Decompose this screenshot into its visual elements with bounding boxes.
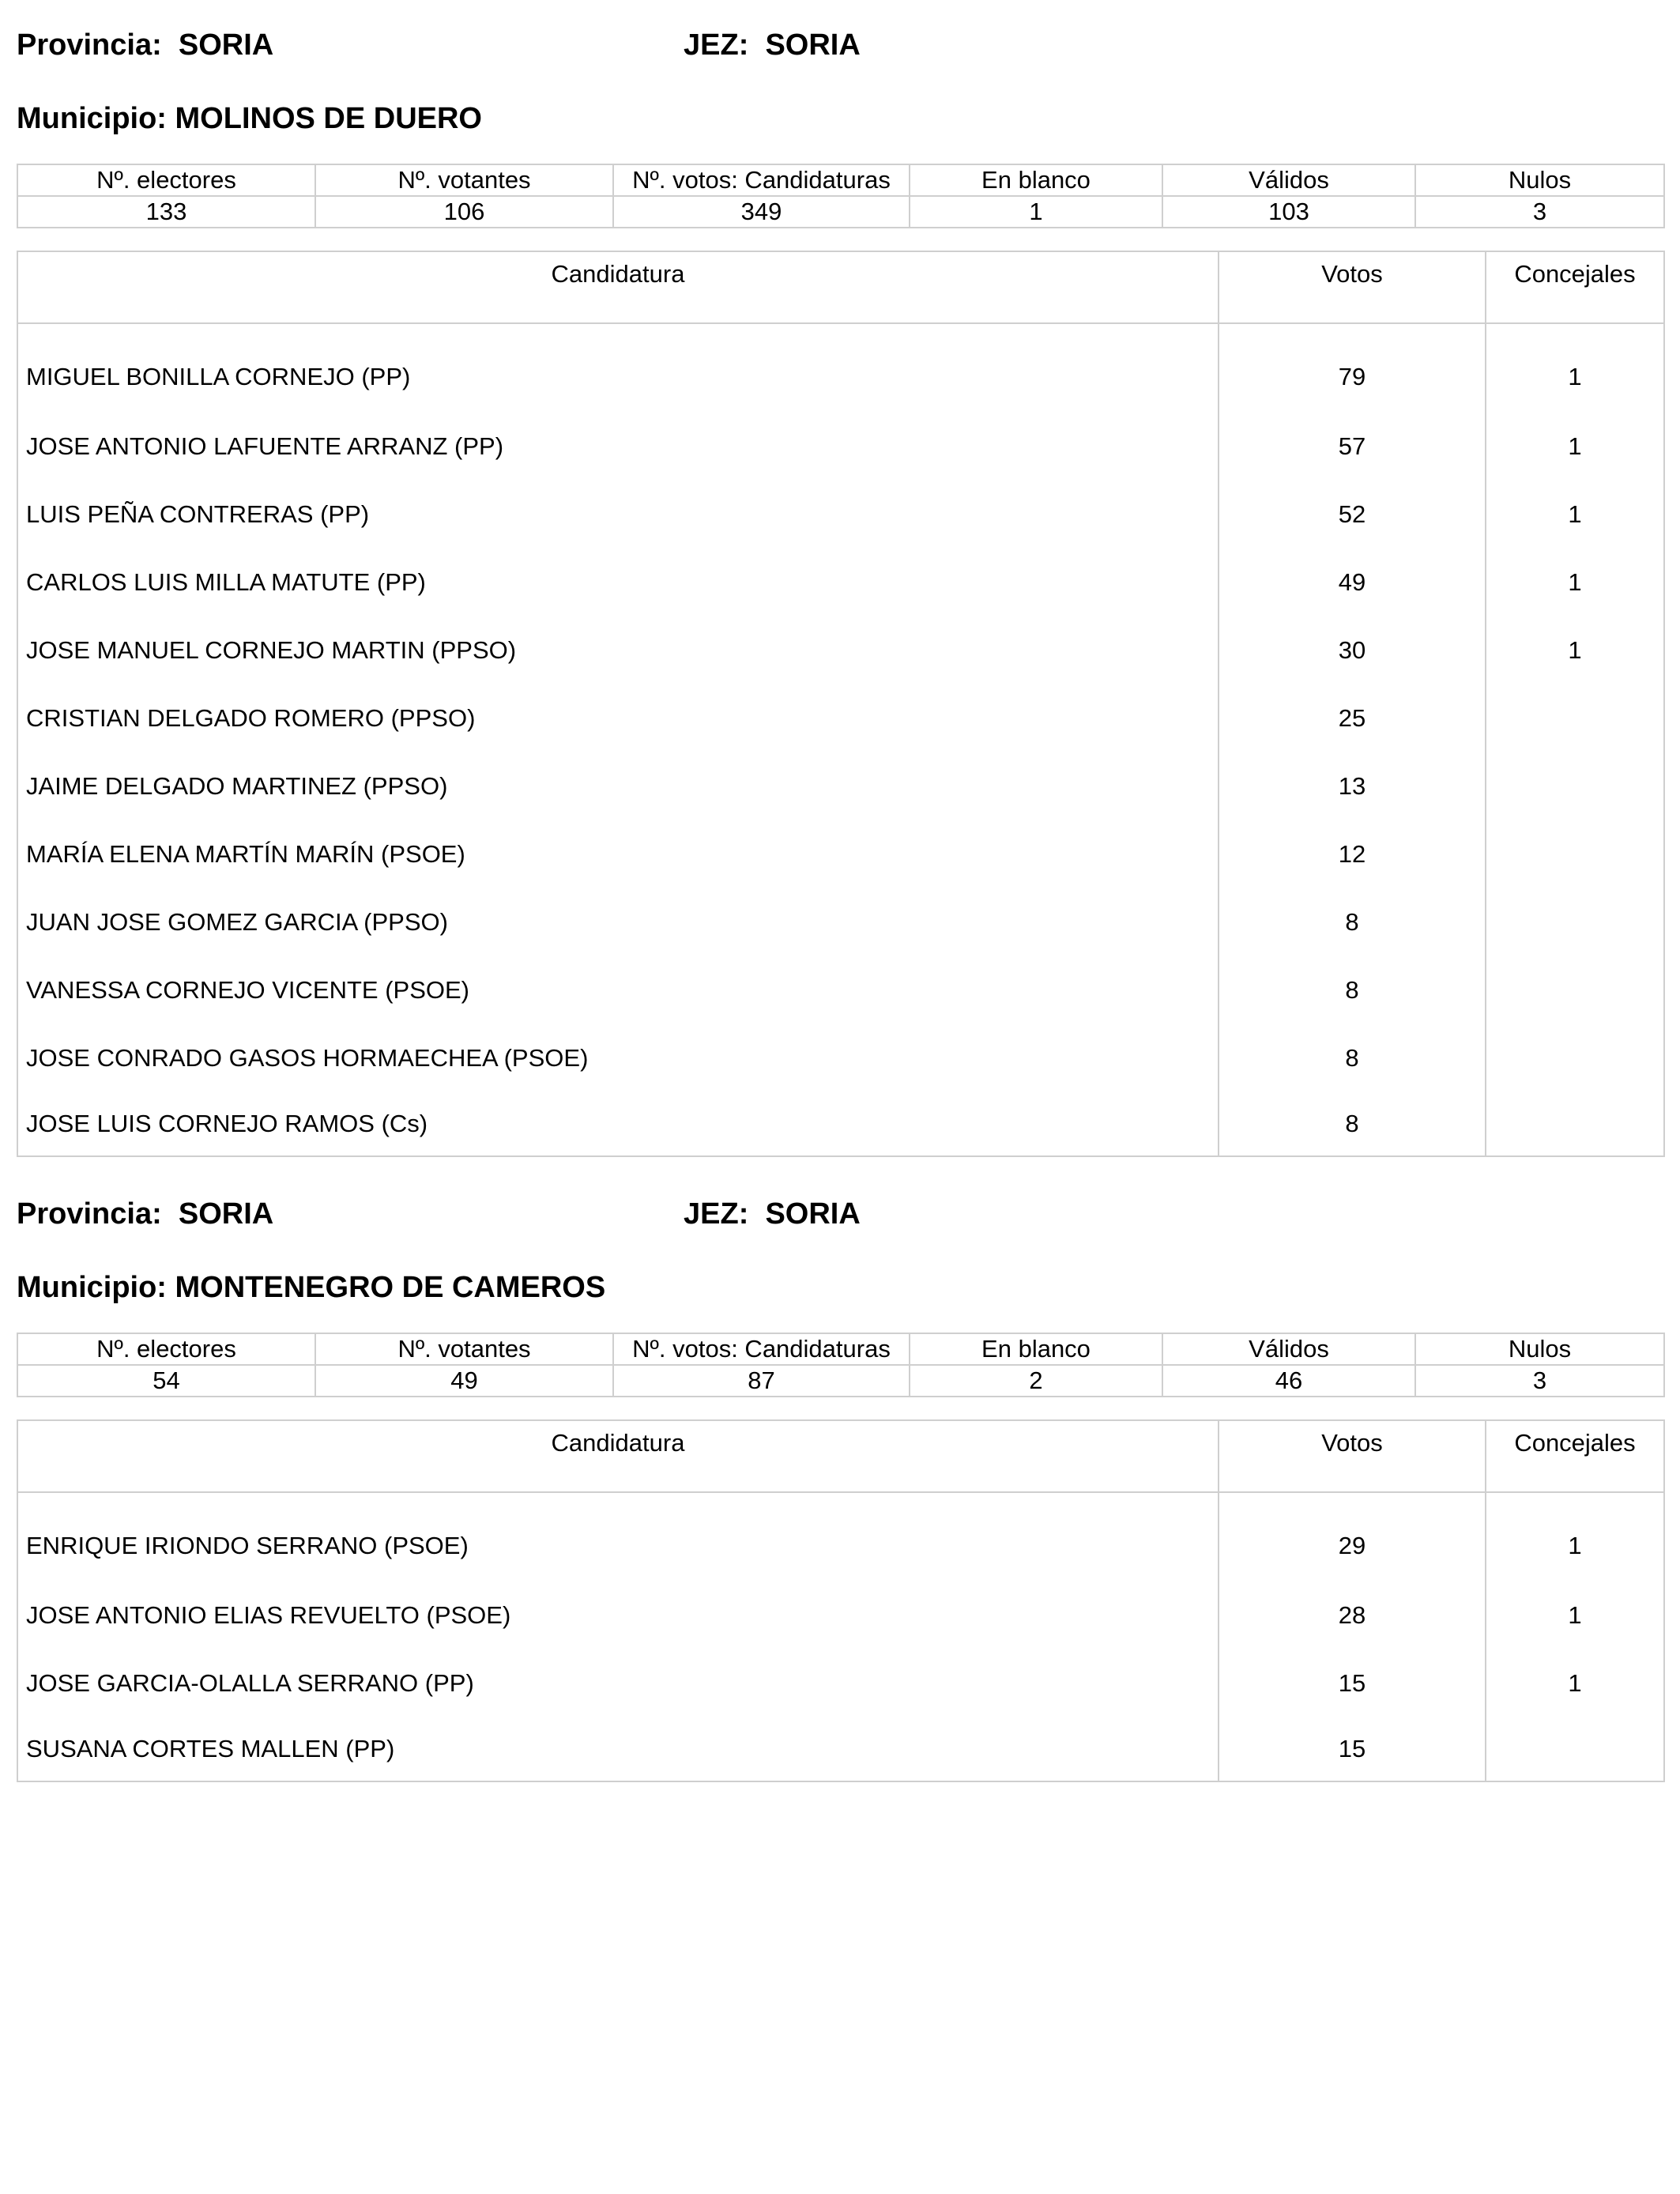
municipio-title: Municipio: MOLINOS DE DUERO xyxy=(17,102,482,135)
summary-value-cell: 3 xyxy=(1415,196,1664,228)
summary-value-row xyxy=(17,196,1664,228)
summary-value-cell: 46 xyxy=(1162,1365,1415,1397)
candidate-votos: 13 xyxy=(1219,752,1486,820)
summary-header-cell: En blanco xyxy=(910,164,1162,196)
summary-value-cell: 49 xyxy=(315,1365,613,1397)
summary-header-row xyxy=(17,164,1664,196)
candidate-name: JOSE ANTONIO ELIAS REVUELTO (PSOE) xyxy=(17,1581,1219,1649)
candidate-concejales xyxy=(1486,752,1664,820)
candidates-table xyxy=(17,1419,1665,1782)
candidate-name: JOSE GARCIA-OLALLA SERRANO (PP) xyxy=(17,1649,1219,1717)
candidate-row xyxy=(17,1492,1664,1581)
summary-value-cell: 133 xyxy=(17,196,315,228)
candidate-name: JAIME DELGADO MARTINEZ (PPSO) xyxy=(17,752,1219,820)
candidate-row xyxy=(17,1024,1664,1092)
summary-value-cell: 2 xyxy=(910,1365,1162,1397)
candidate-row xyxy=(17,684,1664,752)
candidate-row xyxy=(17,616,1664,684)
candidate-row xyxy=(17,1581,1664,1649)
summary-value-cell: 103 xyxy=(1162,196,1415,228)
candidate-name: VANESSA CORNEJO VICENTE (PSOE) xyxy=(17,956,1219,1024)
summary-value-cell: 1 xyxy=(910,196,1162,228)
candidate-row xyxy=(17,323,1664,413)
candidate-row xyxy=(17,1649,1664,1717)
candidate-name: ENRIQUE IRIONDO SERRANO (PSOE) xyxy=(17,1492,1219,1581)
candidate-row xyxy=(17,1092,1664,1156)
candidate-name: MIGUEL BONILLA CORNEJO (PP) xyxy=(17,323,1219,413)
candidate-row xyxy=(17,820,1664,888)
candidate-votos: 25 xyxy=(1219,684,1486,752)
votos-header: Votos xyxy=(1219,1420,1486,1492)
candidate-row xyxy=(17,548,1664,616)
jez-label: JEZ: SORIA xyxy=(684,28,861,62)
candidate-votos: 29 xyxy=(1219,1492,1486,1581)
candidate-votos: 49 xyxy=(1219,548,1486,616)
candidates-header-row xyxy=(17,1420,1664,1492)
candidate-votos: 57 xyxy=(1219,413,1486,481)
summary-table xyxy=(17,164,1665,228)
summary-header-cell: Nº. electores xyxy=(17,164,315,196)
candidatura-header: Candidatura xyxy=(17,1420,1219,1492)
candidatura-header: Candidatura xyxy=(17,251,1219,323)
candidate-row xyxy=(17,888,1664,956)
candidate-name: CRISTIAN DELGADO ROMERO (PPSO) xyxy=(17,684,1219,752)
candidate-concejales: 1 xyxy=(1486,1581,1664,1649)
summary-header-cell: Nulos xyxy=(1415,1333,1664,1365)
candidate-name: JOSE ANTONIO LAFUENTE ARRANZ (PP) xyxy=(17,413,1219,481)
summary-value-cell: 106 xyxy=(315,196,613,228)
summary-header-cell: Nº. votantes xyxy=(315,1333,613,1365)
candidate-votos: 15 xyxy=(1219,1717,1486,1781)
candidate-name: LUIS PEÑA CONTRERAS (PP) xyxy=(17,481,1219,548)
candidate-votos: 8 xyxy=(1219,1092,1486,1156)
summary-header-cell: Válidos xyxy=(1162,164,1415,196)
summary-value-cell: 3 xyxy=(1415,1365,1664,1397)
candidate-row xyxy=(17,481,1664,548)
summary-header-cell: Nulos xyxy=(1415,164,1664,196)
summary-value-cell: 87 xyxy=(613,1365,910,1397)
candidates-table xyxy=(17,251,1665,1157)
concejales-header: Concejales xyxy=(1486,251,1664,323)
candidate-row xyxy=(17,1717,1664,1781)
candidate-votos: 12 xyxy=(1219,820,1486,888)
candidate-concejales xyxy=(1486,820,1664,888)
concejales-header: Concejales xyxy=(1486,1420,1664,1492)
provincia-label: Provincia: SORIA xyxy=(17,1197,274,1231)
candidate-name: CARLOS LUIS MILLA MATUTE (PP) xyxy=(17,548,1219,616)
summary-header-cell: Nº. electores xyxy=(17,1333,315,1365)
votos-header: Votos xyxy=(1219,251,1486,323)
candidate-name: JOSE CONRADO GASOS HORMAECHEA (PSOE) xyxy=(17,1024,1219,1092)
candidate-votos: 8 xyxy=(1219,1024,1486,1092)
candidate-name: SUSANA CORTES MALLEN (PP) xyxy=(17,1717,1219,1781)
candidate-concejales: 1 xyxy=(1486,548,1664,616)
candidate-concejales: 1 xyxy=(1486,413,1664,481)
candidate-votos: 15 xyxy=(1219,1649,1486,1717)
candidate-row xyxy=(17,956,1664,1024)
municipio-title: Municipio: MONTENEGRO DE CAMEROS xyxy=(17,1271,606,1304)
provincia-line xyxy=(17,21,1663,69)
jez-label: JEZ: SORIA xyxy=(684,1197,861,1231)
candidate-row xyxy=(17,413,1664,481)
summary-table xyxy=(17,1333,1665,1397)
candidate-votos: 79 xyxy=(1219,323,1486,413)
candidate-name: JOSE MANUEL CORNEJO MARTIN (PPSO) xyxy=(17,616,1219,684)
candidate-name: MARÍA ELENA MARTÍN MARÍN (PSOE) xyxy=(17,820,1219,888)
summary-value-cell: 349 xyxy=(613,196,910,228)
candidate-concejales xyxy=(1486,1024,1664,1092)
candidate-concejales: 1 xyxy=(1486,481,1664,548)
provincia-line xyxy=(17,1190,1663,1238)
summary-header-cell: Nº. votantes xyxy=(315,164,613,196)
summary-header-cell: Nº. votos: Candidaturas xyxy=(613,1333,910,1365)
candidates-header-row xyxy=(17,251,1664,323)
candidate-votos: 30 xyxy=(1219,616,1486,684)
summary-header-row xyxy=(17,1333,1664,1365)
summary-header-cell: En blanco xyxy=(910,1333,1162,1365)
candidate-votos: 8 xyxy=(1219,956,1486,1024)
candidate-votos: 8 xyxy=(1219,888,1486,956)
candidate-concejales: 1 xyxy=(1486,1649,1664,1717)
candidate-concejales xyxy=(1486,888,1664,956)
summary-value-row xyxy=(17,1365,1664,1397)
candidate-concejales xyxy=(1486,1717,1664,1781)
candidate-concejales: 1 xyxy=(1486,323,1664,413)
summary-header-cell: Válidos xyxy=(1162,1333,1415,1365)
candidate-votos: 52 xyxy=(1219,481,1486,548)
candidate-concejales xyxy=(1486,956,1664,1024)
candidate-concejales: 1 xyxy=(1486,616,1664,684)
summary-value-cell: 54 xyxy=(17,1365,315,1397)
candidate-votos: 28 xyxy=(1219,1581,1486,1649)
provincia-label: Provincia: SORIA xyxy=(17,28,274,62)
candidate-concejales: 1 xyxy=(1486,1492,1664,1581)
candidate-name: JOSE LUIS CORNEJO RAMOS (Cs) xyxy=(17,1092,1219,1156)
candidate-concejales xyxy=(1486,1092,1664,1156)
summary-header-cell: Nº. votos: Candidaturas xyxy=(613,164,910,196)
candidate-concejales xyxy=(1486,684,1664,752)
candidate-name: JUAN JOSE GOMEZ GARCIA (PPSO) xyxy=(17,888,1219,956)
candidate-row xyxy=(17,752,1664,820)
